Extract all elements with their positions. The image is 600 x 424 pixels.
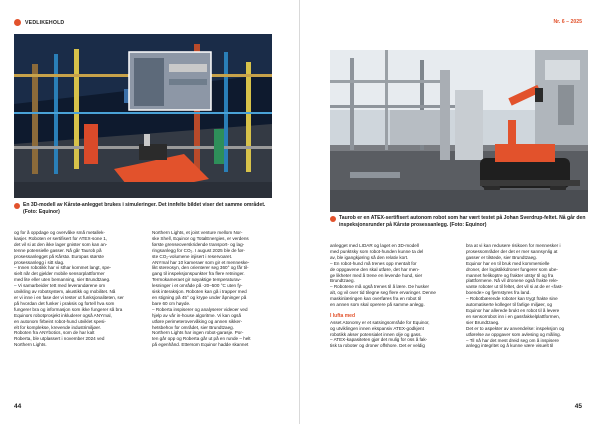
text-line: likt stereosyn, den orienterer seg 360° og får til-	[152, 265, 249, 271]
text-line: alt, og vil over tid tilegne seg flere ervaringer. Denne	[330, 290, 436, 296]
page-number: 44	[14, 403, 22, 410]
text-line: – Innen robotikk har vi sthar kommet langt, spe-	[14, 265, 112, 271]
text-line: ANYmal har 10 kameraer som gir et menneske-	[152, 259, 250, 265]
orange-dot-icon	[14, 203, 20, 209]
text-line: Equinor har allerede brukt en robot til å levere	[466, 307, 560, 313]
text-line: Roboten fra ANYbotics, som de har kalt	[14, 330, 95, 336]
text-line: droner, der logistikkdroner fungerer som ube-	[466, 266, 558, 272]
subheading: I lufta med	[330, 312, 356, 319]
text-line: utvikling av robotsystem, akustikk og mobilitet. Nå	[14, 289, 116, 295]
text-line: ske Shell, Equinor og TotalEnergies, er verdens	[152, 235, 249, 241]
text-line: Northern Lights.	[14, 342, 47, 348]
text-line: Northern Lights har ingen robot-garasje. Por-	[152, 330, 244, 336]
body-column-1	[330, 243, 454, 349]
text-line: vante roboter ut til feltet, det vil si at de er «fast-	[466, 284, 563, 290]
text-line: på egenhånd. Ettersom Equinor hadde skannet	[152, 342, 249, 348]
text-line: anlegget med LIDAR og laget en 3D-modell	[330, 243, 419, 248]
body-column-2	[466, 243, 590, 349]
text-line: Equinors robotprosjekt inkluderer også ANYmal,	[14, 312, 112, 318]
text-line: Det er to aspekter av anvendelse: inspeksjon og	[466, 325, 565, 331]
text-line: og for å oppdage og overvåke små metallek-	[14, 230, 105, 235]
text-line: Equinor har en til bruk med kommersielle	[466, 260, 550, 266]
text-line: Roberta, ble utplassert i november 2024 ved	[14, 336, 105, 342]
issue-label: Nr. 6 – 2025	[553, 19, 582, 25]
section-header	[14, 19, 64, 26]
text-line: automatiserte kolleger til farlige miljøer, og	[466, 302, 553, 308]
text-line: anlegg integritet og å kunne være visuelt til	[466, 343, 554, 349]
text-line: maskinlæringen kan overføres fra en robot til	[330, 296, 422, 302]
text-line: det vil si at den ikke lager gnister som kan an-	[14, 241, 108, 247]
image-caption	[330, 215, 590, 228]
text-line: Asset Atonomy er et satsingsområde for Equinor,	[330, 319, 430, 325]
text-line: sielt når det gjelder mobile sensorplattformer	[14, 271, 105, 277]
text-line: – ATEX-kapasiteten gjør det mulig for oss å fak-	[330, 337, 428, 343]
text-line: Northern Lights, et joint venture mellom Nor-	[152, 230, 243, 235]
text-line: Brundtzaeg.	[330, 278, 355, 284]
text-line: lesninger i et område på -20–500 °C uten fy-	[152, 283, 243, 289]
text-line: Termokameraet gir nøyaktige temperaturav-	[152, 277, 242, 283]
text-line: første grenseoverskridende transport- og lag-	[152, 241, 245, 247]
image-caption	[14, 202, 274, 215]
text-line: utføre perimeterovervåking og annen sikker-	[152, 318, 243, 324]
text-line: sisk interaksjon. Roboten kan gå i trapper med	[152, 289, 247, 295]
text-line: ringsanlegg for CO₂. I august 2025 ble de før-	[152, 247, 245, 253]
section-label: VEDLIKEHOLD	[25, 19, 65, 26]
text-line: hetsbehov for området, sier Brundtzaeg.	[152, 324, 234, 330]
robot-photo	[330, 50, 588, 212]
text-line: – Robotene må også trenes til å lære. De husker	[330, 284, 430, 290]
caption-text: Taurob er en ATEX-sertifisert autonom robot som har vært testet på Johan Sverdrup-feltet. Nå går den inspeksjonsrunder på Kårstø prosessanlegg. (Foto: Equinor)	[339, 215, 586, 228]
text-line: – Vi samarbeider tett med leverandørene om	[14, 283, 106, 289]
text-line: en sensorrobot inn i en gassfakkelplattformen,	[466, 313, 560, 319]
orange-dot-icon	[330, 216, 336, 222]
text-line: er vi inne i en fase der vi tester ut funksjonaliteten, ser	[14, 294, 124, 300]
text-line: bare 60 cm høyde.	[152, 300, 191, 306]
text-line: robotikk akser potensialet innen olje og gass.	[330, 331, 422, 337]
text-line: ten går opp og Roberta går ut på en runde – helt	[152, 336, 251, 342]
text-line: utførelse av oppgaver som avlesing og måling.	[466, 331, 561, 337]
body-column-1	[14, 230, 138, 348]
text-line: og utviklingen innen ekspansiv ATEX-godkjent	[330, 325, 424, 331]
text-line: mannet helikoptre og frakter utstyr til og fra	[466, 272, 554, 278]
text-line: hjelp av vår in-house algoritme. Vi kan også	[152, 312, 242, 318]
text-line: på hvordan det funker i praksis og fortell hva som	[14, 300, 115, 306]
text-line: tisk ta roboter og droner offshore. Det er veldig	[330, 343, 425, 349]
text-line: – En robot-hund må trenes opp mentalt for	[330, 260, 417, 266]
text-line: – Til nå har det mest dreid seg om å inspisere	[466, 337, 559, 343]
text-line: en autonom firbeint robot-hund utviklet spesi-	[14, 318, 106, 324]
text-line: plattformene. Nå vil dronene også frakte rele-	[466, 278, 559, 284]
text-line: prosessanlegg i sitt slag.	[14, 259, 65, 265]
text-line: med punktsky som robot-hunden kunne ta del	[330, 248, 424, 254]
text-line: tenne potensielle gasser. Nå går Taurob på	[14, 247, 102, 253]
page-number: 45	[574, 403, 582, 410]
text-line: av, ble igangkjøring så den relativ kort.	[330, 254, 409, 260]
text-line: elt for komplekse, krevende industrimiljøer.	[14, 324, 102, 330]
text-line: – Roberta inspiserer og analyserer videoer ved	[152, 306, 248, 312]
text-line: en annen som skal operere på samme anlegg.	[330, 302, 425, 308]
caption-text: En 3D-modell av Kårstø-anlegget brukes i simuleringer. Det innfelte bildet viser det samme området. (Foto: Equinor)	[23, 202, 266, 215]
text-line: sier Brundtzaeg.	[466, 319, 500, 325]
3d-model-image	[14, 34, 272, 198]
text-line: prosessanlegget på Kårstø. Europas største	[14, 253, 104, 259]
body-column-2	[152, 230, 282, 348]
text-line: de oppgavene den skal utføre, det har men-	[330, 266, 420, 272]
text-line: gang til inspeksjonspunkter fra flere retninger.	[152, 271, 245, 277]
text-line: ge likheter med å trene en levende hund, sier	[330, 272, 423, 278]
text-line: med lite eller uten bemanning, sier Brundtzaeg.	[14, 277, 111, 283]
text-line: fungerer bra og informasjon som ikke fungerer så bra	[14, 306, 123, 312]
text-line: ste CO₂-volumene injisert i reservoaret.	[152, 253, 233, 259]
text-line: boende» og fjernstyres fra land.	[466, 290, 531, 296]
text-line: bra at vi kan redusere risikoen for mennesker i	[466, 243, 561, 248]
text-line: prosessområder der det er mer sannsynlig at	[466, 248, 558, 254]
text-line: kasjer. Roboten er sertifisert for ATEX-sone 1,	[14, 235, 108, 241]
orange-dot-icon	[14, 19, 21, 26]
text-line: en stigning på 45° og krype under åpninger på	[152, 294, 247, 300]
right-page	[300, 0, 600, 424]
text-line: gasser er tilstede, sier Brundtzaeg.	[466, 254, 537, 260]
text-line: – Robotbærende roboter kan trygt frakte sine	[466, 296, 558, 302]
